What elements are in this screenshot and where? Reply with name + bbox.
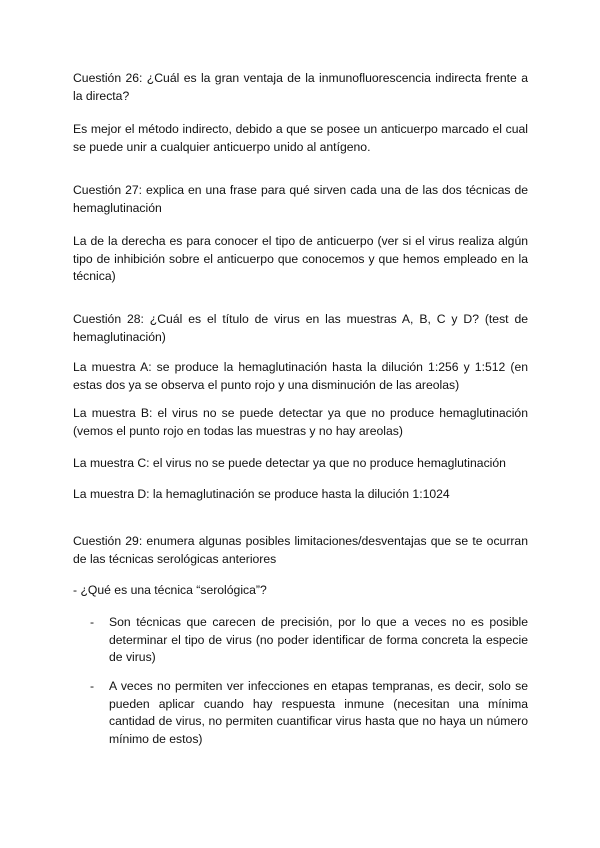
answer-28-sample-a: La muestra A: se produce la hemaglutinación hasta la dilución 1:256 y 1:512 (en estas dos ya se observa el punto rojo y una disminución de las areolas) — [73, 360, 528, 392]
question-26: Cuestión 26: ¿Cuál es la gran ventaja de la inmunofluorescencia indirecta frente a la directa? — [73, 71, 528, 103]
answer-28-sample-c: La muestra C: el virus no se puede detectar ya que no produce hemaglutinación — [73, 456, 506, 470]
list-item — [90, 678, 528, 748]
bullet-dash: - — [90, 615, 95, 629]
bullet-list — [90, 614, 528, 667]
question-27: Cuestión 27: explica en una frase para qué sirven cada una de las dos técnicas de hemaglutinación — [73, 183, 528, 215]
subquestion-serologica: - ¿Qué es una técnica “serológica”? — [73, 583, 267, 597]
question-29: Cuestión 29: enumera algunas posibles limitaciones/desventajas que se te ocurran de las técnicas serológicas anteriores — [73, 534, 528, 566]
bullet-dash: - — [90, 679, 95, 693]
answer-28-sample-d: La muestra D: la hemaglutinación se produce hasta la dilución 1:1024 — [73, 487, 450, 501]
bullet-text: Son técnicas que carecen de precisión, por lo que a veces no es posible determinar el tipo de virus (no poder identificar de forma concreta la especie de virus) — [109, 615, 528, 664]
question-28: Cuestión 28: ¿Cuál es el título de virus en las muestras A, B, C y D? (test de hemaglutinación) — [73, 312, 528, 344]
bullet-text: A veces no permiten ver infecciones en etapas tempranas, es decir, solo se pueden aplicar cuando hay respuesta inmune (necesitan una mínima cantidad de virus, no permiten cuantificar virus hasta que no haya un número mínimo de estos) — [109, 679, 528, 746]
answer-26: Es mejor el método indirecto, debido a que se posee un anticuerpo marcado el cual se puede unir a cualquier anticuerpo unido al antígeno. — [73, 122, 528, 154]
list-item — [90, 614, 528, 667]
answer-27: La de la derecha es para conocer el tipo de anticuerpo (ver si el virus realiza algún tipo de inhibición sobre el anticuerpo que conocemos y que hemos empleado en la técnica) — [73, 234, 528, 283]
bullet-list — [90, 678, 528, 748]
answer-28-sample-b: La muestra B: el virus no se puede detectar ya que no produce hemaglutinación (vemos el punto rojo en todas las muestras y no hay areolas) — [73, 406, 528, 438]
